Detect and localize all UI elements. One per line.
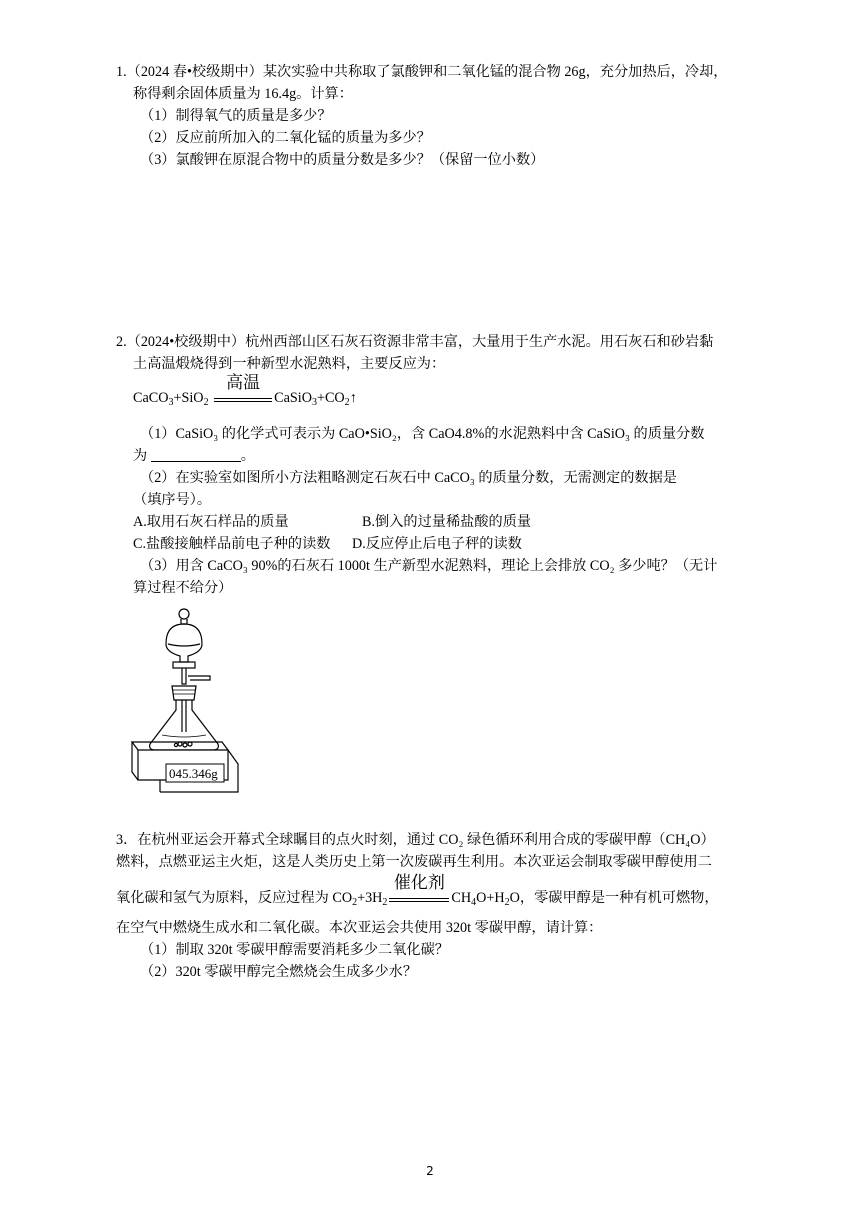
separatory-funnel (166, 624, 202, 662)
q2-sub3-line2: 算过程不给分） (133, 580, 233, 596)
reaction-condition: 催化剂 (393, 872, 445, 893)
q1-sub3: （3）氯酸钾在原混合物中的质量分数是多少？（保留一位小数） (140, 152, 545, 168)
q2-sub2-line2: （填序号）。 (133, 492, 212, 508)
q1-stem-line1: 1.（2024 春•校级期中）某次实验中共称取了氯酸钾和二氧化锰的混合物 26g，充分加热后，冷却， (116, 64, 728, 80)
q2-stem-line1: 2.（2024•校级期中）杭州西部山区石灰石资源非常丰富，大量用于生产水泥。用石灰石和砂岩黏 (116, 334, 714, 350)
side-tube (188, 676, 210, 680)
q2-stem-line2: 土高温煅烧得到一种新型水泥熟料，主要反应为： (133, 356, 446, 372)
funnel-stopcock (173, 662, 195, 668)
q1-stem-line2: 称得剩余固体质量为 16.4g。计算： (133, 86, 353, 102)
q3-sub2: （2）320t 零碳甲醇完全燃烧会生成多少水？ (140, 964, 418, 980)
reaction-condition: 高温 (226, 372, 261, 393)
reaction-arrow (212, 372, 274, 409)
q2-option-d: D.反应停止后电子秤的读数 (352, 536, 522, 552)
q3-stem-line4: 在空气中燃烧生成水和二氧化碳。本次亚运会共使用 320t 零碳甲醇，请计算： (116, 920, 603, 936)
q2-sub1-line2: 为 。 (133, 448, 255, 464)
apparatus-diagram (128, 604, 248, 800)
scale-reading: 045.346g (169, 766, 218, 781)
rubber-stopper (172, 686, 196, 700)
q1-sub2: （2）反应前所加入的二氧化锰的质量为多少？ (140, 130, 431, 146)
q3-stem-line2: 燃料，点燃亚运主火炬，这是人类历史上第一次废碳再生利用。本次亚运会制取零碳甲醇使用二 (116, 854, 712, 870)
q2-sub3-line1: （3）用含 CaCO₃ 90%的石灰石 1000t 生产新型水泥熟料，理论上会排放 CO₂ 多少吨？（无计 (140, 558, 718, 574)
q2-option-b: B.倒入的过量稀盐酸的质量 (362, 514, 532, 530)
q3-sub1: （1）制取 320t 零碳甲醇需要消耗多少二氧化碳？ (140, 942, 449, 958)
funnel-stopper (179, 609, 189, 619)
reaction-arrow (387, 872, 451, 909)
q2-option-c: C.盐酸接触样品前电子种的读数 (133, 536, 331, 552)
q3-stem-line1: 3．在杭州亚运会开幕式全球瞩目的点火时刻，通过 CO₂ 绿色循环利用合成的零碳甲醇（CH₄O） (116, 832, 715, 848)
q3-stem-line3: 氧化碳和氢气为原料，反应过程为 $CO_2+3H_2$ 催化剂 $CH_4O+H_2O$，零碳甲醇是一种有机可燃物， (116, 872, 719, 908)
q2-option-a: A.取用石灰石样品的质量 (133, 514, 289, 530)
q2-equation: CaCO$_3$+SiO$_2$ 高温 $CaSiO_3+CO_2↑$ (133, 372, 357, 408)
q1-sub1: （1）制得氧气的质量是多少？ (140, 108, 332, 124)
page-number: 2 (426, 1164, 434, 1178)
q2-sub1-line1: （1）CaSiO₃ 的化学式可表示为 CaO•SiO₂，含 CaO4.8%的水泥熟料中含 CaSiO₃ 的质量分数 (140, 426, 705, 442)
q2-sub2-line1: （2）在实验室如图所小方法粗略测定石灰石中 CaCO₃ 的质量分数，无需测定的数据是 (140, 470, 677, 486)
answer-blank (151, 447, 241, 462)
